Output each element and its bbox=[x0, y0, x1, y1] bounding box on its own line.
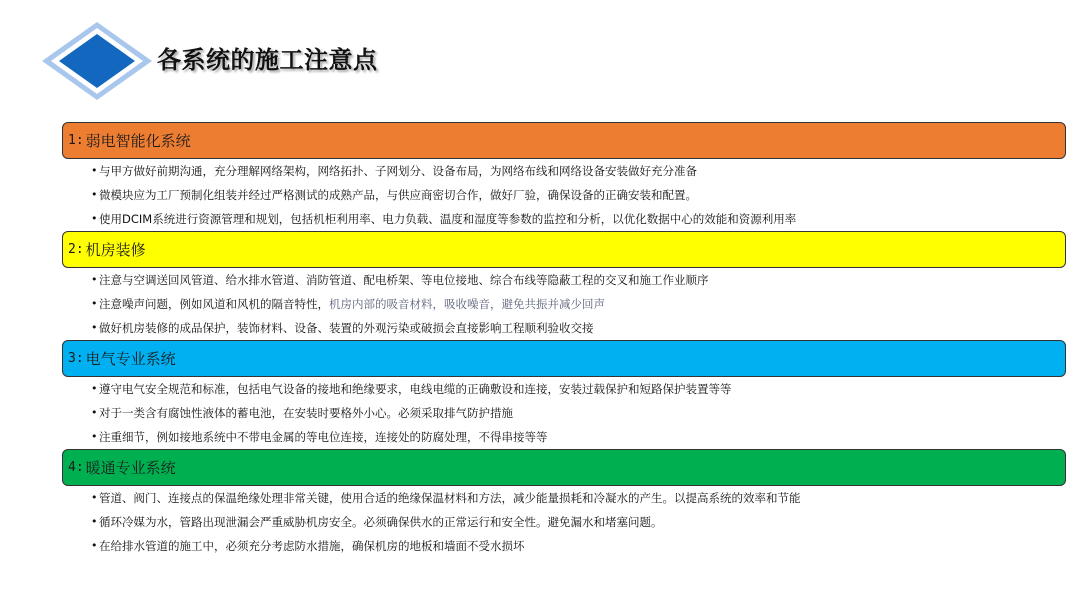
list-item bbox=[62, 401, 1066, 425]
bullet-text: 与甲方做好前期沟通，充分理解网络架构，网络拓扑、子网划分、设备布局，为网络布线和网络设备安装做好充分准备 bbox=[99, 164, 697, 178]
section-bar-room-decoration bbox=[62, 231, 1066, 268]
bullet-text: 注意噪声问题，例如风道和风机的隔音特性， bbox=[99, 297, 329, 311]
list-item bbox=[62, 207, 1066, 231]
list-item bbox=[62, 377, 1066, 401]
sections-container bbox=[62, 122, 1066, 558]
bullet-dot-icon: • bbox=[91, 430, 98, 443]
bullet-list-room-decoration bbox=[62, 268, 1066, 340]
bullet-dot-icon: • bbox=[91, 188, 98, 201]
section-title: 机房装修 bbox=[85, 241, 146, 259]
bullet-dot-icon: • bbox=[91, 212, 98, 225]
bullet-dot-icon: • bbox=[91, 382, 98, 395]
bullet-text: 微模块应为工厂预制化组装并经过严格测试的成熟产品，与供应商密切合作，做好厂验，确保设备的正确安装和配置。 bbox=[99, 188, 697, 202]
list-item bbox=[62, 268, 1066, 292]
page-title: 各系统的施工注意点 bbox=[157, 46, 378, 74]
list-item bbox=[62, 534, 1066, 558]
bullet-text: 遵守电气安全规范和标准，包括电气设备的接地和绝缘要求，电线电缆的正确敷设和连接，安装过载保护和短路保护装置等等 bbox=[99, 382, 732, 396]
section-number: 2: bbox=[68, 242, 84, 257]
bullet-dot-icon: • bbox=[91, 491, 98, 504]
bullet-dot-icon: • bbox=[91, 515, 98, 528]
section-bar-hvac bbox=[62, 449, 1066, 486]
list-item bbox=[62, 159, 1066, 183]
bullet-dot-icon: • bbox=[91, 273, 98, 286]
bullet-text: 做好机房装修的成品保护，装饰材料、设备、装置的外观污染或破损会直接影响工程顺利验收交接 bbox=[99, 321, 594, 335]
bullet-text: 注意与空调送回风管道、给水排水管道、消防管道、配电桥架、等电位接地、综合布线等隐蔽工程的交叉和施工作业顺序 bbox=[99, 273, 709, 287]
bullet-text: 对于一类含有腐蚀性液体的蓄电池，在安装时要格外小心。必须采取排气防护措施 bbox=[99, 406, 513, 420]
bullet-text: 注重细节，例如接地系统中不带电金属的等电位连接，连接处的防腐处理，不得串接等等 bbox=[99, 430, 548, 444]
diamond-logo-icon bbox=[42, 22, 152, 100]
bullet-text: 管道、阀门、连接点的保温绝缘处理非常关键，使用合适的绝缘保温材料和方法，减少能量损耗和冷凝水的产生。以提高系统的效率和节能 bbox=[99, 491, 801, 505]
list-item bbox=[62, 183, 1066, 207]
list-item bbox=[62, 292, 1066, 316]
section-bar-weak-current bbox=[62, 122, 1066, 159]
list-item bbox=[62, 486, 1066, 510]
list-item bbox=[62, 510, 1066, 534]
bullet-text: 使用DCIM系统进行资源管理和规划，包括机柜利用率、电力负载、温度和湿度等参数的监控和分析，以优化数据中心的效能和资源利用率 bbox=[99, 212, 797, 226]
section-number: 3: bbox=[68, 351, 84, 366]
list-item bbox=[62, 316, 1066, 340]
section-title: 电气专业系统 bbox=[85, 350, 176, 368]
section-number: 1: bbox=[68, 133, 84, 148]
bullet-dot-icon: • bbox=[91, 297, 98, 310]
bullet-list-electrical bbox=[62, 377, 1066, 449]
section-title: 暖通专业系统 bbox=[85, 459, 176, 477]
bullet-dot-icon: • bbox=[91, 539, 98, 552]
bullet-text: 在给排水管道的施工中，必须充分考虑防水措施，确保机房的地板和墙面不受水损坏 bbox=[99, 539, 525, 553]
bullet-text-muted: 机房内部的吸音材料，吸收噪音，避免共振并减少回声 bbox=[329, 297, 605, 311]
bullet-dot-icon: • bbox=[91, 406, 98, 419]
bullet-list-weak-current bbox=[62, 159, 1066, 231]
bullet-dot-icon: • bbox=[91, 321, 98, 334]
bullet-dot-icon: • bbox=[91, 164, 98, 177]
list-item bbox=[62, 425, 1066, 449]
section-number: 4: bbox=[68, 460, 84, 475]
bullet-text: 循环冷媒为水，管路出现泄漏会严重威胁机房安全。必须确保供水的正常运行和安全性。避免漏水和堵塞问题。 bbox=[99, 515, 663, 529]
bullet-list-hvac bbox=[62, 486, 1066, 558]
section-bar-electrical bbox=[62, 340, 1066, 377]
section-title: 弱电智能化系统 bbox=[85, 132, 191, 150]
